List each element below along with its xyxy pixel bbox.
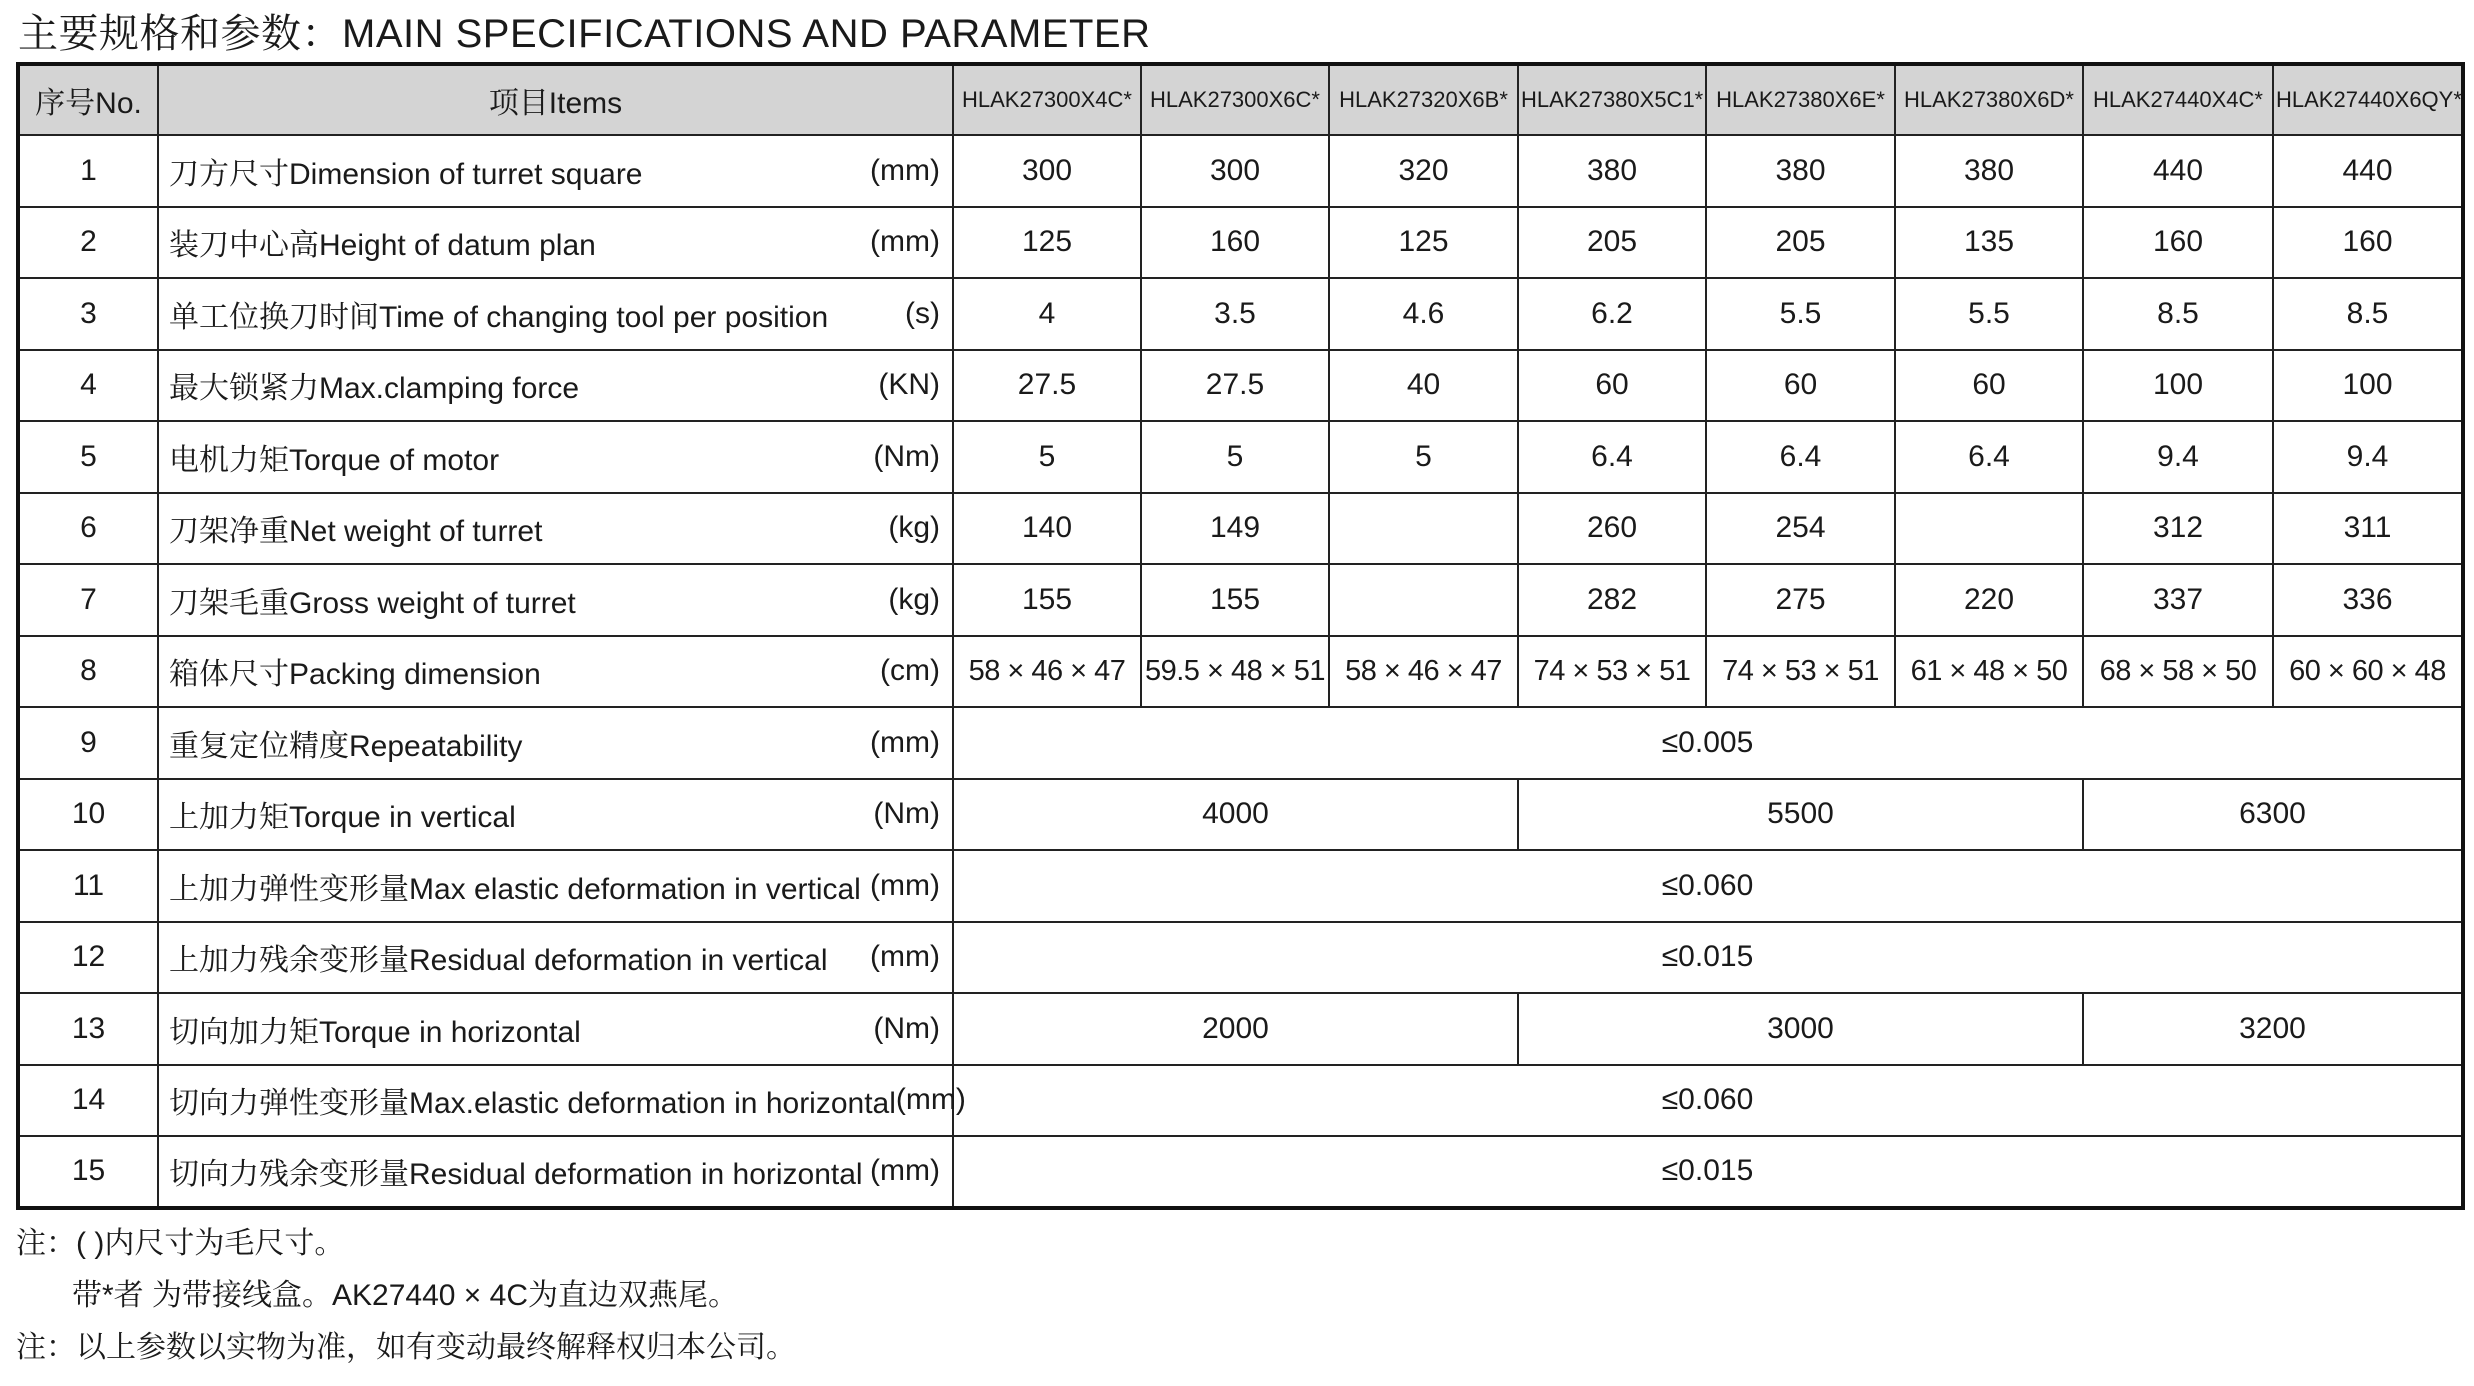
header-no: 序号No. bbox=[18, 64, 158, 135]
item-label: 电机力矩Torque of motor bbox=[169, 443, 500, 477]
item-wrapper bbox=[169, 220, 944, 264]
item-unit: (mm) bbox=[870, 725, 940, 759]
note-line: 注：( )内尺寸为毛尺寸。 bbox=[16, 1227, 345, 1260]
item-wrapper bbox=[169, 1078, 966, 1122]
item-wrapper bbox=[169, 721, 944, 765]
group-value-cell: 3000 bbox=[1518, 993, 2083, 1065]
item-wrapper bbox=[169, 1007, 944, 1051]
value-cell: 282 bbox=[1518, 564, 1706, 636]
item-wrapper bbox=[169, 864, 944, 908]
value-cell: 9.4 bbox=[2273, 421, 2463, 493]
item-wrapper bbox=[169, 935, 944, 979]
table-row bbox=[18, 779, 2463, 851]
row-number: 6 bbox=[18, 493, 158, 565]
item-label: 刀架毛重Gross weight of turret bbox=[169, 586, 576, 620]
item-cell bbox=[158, 135, 953, 207]
item-unit: (mm) bbox=[870, 868, 940, 902]
item-label: 上加力矩Torque in vertical bbox=[169, 801, 516, 835]
item-unit: (mm) bbox=[870, 225, 940, 259]
spec-table bbox=[16, 62, 2465, 1210]
item-wrapper bbox=[169, 1149, 944, 1193]
value-cell: 5.5 bbox=[1706, 278, 1895, 350]
item-wrapper bbox=[169, 649, 944, 693]
span-value-cell: ≤0.060 bbox=[953, 850, 2463, 922]
value-cell: 58 × 46 × 47 bbox=[1329, 636, 1518, 708]
value-cell: 5 bbox=[1141, 421, 1329, 493]
item-unit: (KN) bbox=[878, 368, 940, 402]
item-label: 单工位换刀时间Time of changing tool per position bbox=[169, 300, 829, 334]
note-line: 注：以上参数以实物为准，如有变动最终解释权归本公司。 bbox=[16, 1331, 796, 1364]
item-label: 刀架净重Net weight of turret bbox=[169, 515, 543, 549]
item-cell bbox=[158, 850, 953, 922]
row-number: 1 bbox=[18, 135, 158, 207]
table-row bbox=[18, 1065, 2463, 1137]
item-cell bbox=[158, 922, 953, 994]
value-cell: 6.2 bbox=[1518, 278, 1706, 350]
row-number: 15 bbox=[18, 1136, 158, 1208]
value-cell: 60 bbox=[1706, 350, 1895, 422]
item-label: 装刀中心高Height of datum plan bbox=[169, 229, 596, 263]
model-header: HLAK27380X6E* bbox=[1706, 64, 1895, 135]
value-cell: 125 bbox=[1329, 207, 1518, 279]
value-cell: 336 bbox=[2273, 564, 2463, 636]
table-row bbox=[18, 922, 2463, 994]
item-cell bbox=[158, 207, 953, 279]
value-cell: 260 bbox=[1518, 493, 1706, 565]
value-cell: 4 bbox=[953, 278, 1141, 350]
item-wrapper bbox=[169, 149, 944, 193]
item-label: 上加力弹性变形量Max elastic deformation in vertical bbox=[169, 872, 861, 906]
table-row bbox=[18, 707, 2463, 779]
value-cell: 100 bbox=[2273, 350, 2463, 422]
value-cell: 300 bbox=[953, 135, 1141, 207]
item-unit: (Nm) bbox=[873, 439, 940, 473]
item-unit: (mm) bbox=[870, 1154, 940, 1188]
row-number: 2 bbox=[18, 207, 158, 279]
value-cell: 5.5 bbox=[1895, 278, 2083, 350]
value-cell: 125 bbox=[953, 207, 1141, 279]
value-cell bbox=[1895, 493, 2083, 565]
item-unit: (cm) bbox=[880, 654, 940, 688]
value-cell: 135 bbox=[1895, 207, 2083, 279]
value-cell: 320 bbox=[1329, 135, 1518, 207]
value-cell: 312 bbox=[2083, 493, 2273, 565]
value-cell: 380 bbox=[1518, 135, 1706, 207]
row-number: 14 bbox=[18, 1065, 158, 1137]
value-cell: 3.5 bbox=[1141, 278, 1329, 350]
item-wrapper bbox=[169, 435, 944, 479]
table-row bbox=[18, 636, 2463, 708]
value-cell: 68 × 58 × 50 bbox=[2083, 636, 2273, 708]
value-cell: 275 bbox=[1706, 564, 1895, 636]
item-cell bbox=[158, 350, 953, 422]
value-cell: 337 bbox=[2083, 564, 2273, 636]
table-row bbox=[18, 1136, 2463, 1208]
item-cell bbox=[158, 779, 953, 851]
row-number: 5 bbox=[18, 421, 158, 493]
item-label: 最大锁紧力Max.clamping force bbox=[169, 372, 580, 406]
table-row bbox=[18, 493, 2463, 565]
table-row bbox=[18, 850, 2463, 922]
value-cell: 40 bbox=[1329, 350, 1518, 422]
value-cell: 9.4 bbox=[2083, 421, 2273, 493]
item-cell bbox=[158, 707, 953, 779]
value-cell: 4.6 bbox=[1329, 278, 1518, 350]
value-cell: 300 bbox=[1141, 135, 1329, 207]
table-row bbox=[18, 278, 2463, 350]
item-unit: (Nm) bbox=[873, 1011, 940, 1045]
table-row bbox=[18, 207, 2463, 279]
model-header: HLAK27300X6C* bbox=[1141, 64, 1329, 135]
item-unit: (mm) bbox=[870, 940, 940, 974]
table-row bbox=[18, 135, 2463, 207]
value-cell: 440 bbox=[2083, 135, 2273, 207]
span-value-cell: ≤0.015 bbox=[953, 922, 2463, 994]
item-cell bbox=[158, 1065, 966, 1137]
table-row bbox=[18, 350, 2463, 422]
value-cell: 380 bbox=[1895, 135, 2083, 207]
item-unit: (kg) bbox=[888, 582, 940, 616]
item-label: 箱体尺寸Packing dimension bbox=[169, 658, 541, 692]
value-cell: 155 bbox=[1141, 564, 1329, 636]
row-number: 11 bbox=[18, 850, 158, 922]
value-cell: 74 × 53 × 51 bbox=[1706, 636, 1895, 708]
value-cell: 160 bbox=[2083, 207, 2273, 279]
value-cell bbox=[1329, 564, 1518, 636]
row-number: 7 bbox=[18, 564, 158, 636]
value-cell bbox=[1329, 493, 1518, 565]
value-cell: 160 bbox=[1141, 207, 1329, 279]
value-cell: 6.4 bbox=[1895, 421, 2083, 493]
value-cell: 205 bbox=[1518, 207, 1706, 279]
item-unit: (mm) bbox=[870, 153, 940, 187]
value-cell: 155 bbox=[953, 564, 1141, 636]
value-cell: 27.5 bbox=[1141, 350, 1329, 422]
item-cell bbox=[158, 278, 953, 350]
value-cell: 5 bbox=[1329, 421, 1518, 493]
row-number: 3 bbox=[18, 278, 158, 350]
item-unit: (Nm) bbox=[873, 797, 940, 831]
item-label: 重复定位精度Repeatability bbox=[169, 729, 523, 763]
model-header: HLAK27320X6B* bbox=[1329, 64, 1518, 135]
item-cell bbox=[158, 493, 953, 565]
table-row bbox=[18, 564, 2463, 636]
item-label: 刀方尺寸Dimension of turret square bbox=[169, 157, 643, 191]
value-cell: 27.5 bbox=[953, 350, 1141, 422]
value-cell: 160 bbox=[2273, 207, 2463, 279]
header-items: 项目Items bbox=[158, 64, 953, 135]
value-cell: 149 bbox=[1141, 493, 1329, 565]
row-number: 8 bbox=[18, 636, 158, 708]
item-wrapper bbox=[169, 292, 944, 336]
item-cell bbox=[158, 564, 953, 636]
item-wrapper bbox=[169, 578, 944, 622]
group-value-cell: 3200 bbox=[2083, 993, 2463, 1065]
row-number: 12 bbox=[18, 922, 158, 994]
value-cell: 58 × 46 × 47 bbox=[953, 636, 1141, 708]
value-cell: 140 bbox=[953, 493, 1141, 565]
value-cell: 311 bbox=[2273, 493, 2463, 565]
group-value-cell: 4000 bbox=[953, 779, 1518, 851]
item-unit: (mm) bbox=[895, 1083, 966, 1117]
value-cell: 8.5 bbox=[2083, 278, 2273, 350]
item-wrapper bbox=[169, 506, 944, 550]
value-cell: 440 bbox=[2273, 135, 2463, 207]
item-wrapper bbox=[169, 792, 944, 836]
item-cell bbox=[158, 1136, 953, 1208]
value-cell: 6.4 bbox=[1518, 421, 1706, 493]
table-row bbox=[18, 993, 2463, 1065]
item-cell bbox=[158, 993, 953, 1065]
row-number: 9 bbox=[18, 707, 158, 779]
model-header: HLAK27380X5C1* bbox=[1518, 64, 1706, 135]
notes bbox=[16, 1218, 796, 1374]
model-header: HLAK27380X6D* bbox=[1895, 64, 2083, 135]
row-number: 4 bbox=[18, 350, 158, 422]
item-label: 切向力弹性变形量Max.elastic deformation in horizontal bbox=[169, 1087, 896, 1121]
value-cell: 5 bbox=[953, 421, 1141, 493]
value-cell: 254 bbox=[1706, 493, 1895, 565]
model-header: HLAK27440X4C* bbox=[2083, 64, 2273, 135]
row-number: 10 bbox=[18, 779, 158, 851]
item-cell bbox=[158, 636, 953, 708]
value-cell: 60 × 60 × 48 bbox=[2273, 636, 2463, 708]
value-cell: 60 bbox=[1895, 350, 2083, 422]
value-cell: 205 bbox=[1706, 207, 1895, 279]
page-title: 主要规格和参数：MAIN SPECIFICATIONS AND PARAMETER bbox=[18, 12, 1151, 56]
table-row bbox=[18, 421, 2463, 493]
value-cell: 220 bbox=[1895, 564, 2083, 636]
note-line: 带*者 为带接线盒。AK27440 × 4C为直边双燕尾。 bbox=[72, 1279, 738, 1312]
value-cell: 100 bbox=[2083, 350, 2273, 422]
header-row bbox=[18, 64, 2463, 135]
value-cell: 74 × 53 × 51 bbox=[1518, 636, 1706, 708]
group-value-cell: 5500 bbox=[1518, 779, 2083, 851]
value-cell: 61 × 48 × 50 bbox=[1895, 636, 2083, 708]
item-label: 切向力残余变形量Residual deformation in horizontal bbox=[169, 1158, 863, 1192]
row-number: 13 bbox=[18, 993, 158, 1065]
value-cell: 59.5 × 48 × 51 bbox=[1141, 636, 1329, 708]
group-value-cell: 2000 bbox=[953, 993, 1518, 1065]
span-value-cell: ≤0.060 bbox=[953, 1065, 2463, 1137]
value-cell: 380 bbox=[1706, 135, 1895, 207]
item-cell bbox=[158, 421, 953, 493]
item-unit: (kg) bbox=[888, 511, 940, 545]
item-wrapper bbox=[169, 363, 944, 407]
model-header: HLAK27300X4C* bbox=[953, 64, 1141, 135]
value-cell: 6.4 bbox=[1706, 421, 1895, 493]
value-cell: 8.5 bbox=[2273, 278, 2463, 350]
item-unit: (s) bbox=[905, 296, 940, 330]
item-label: 上加力残余变形量Residual deformation in vertical bbox=[169, 944, 828, 978]
span-value-cell: ≤0.005 bbox=[953, 707, 2463, 779]
value-cell: 60 bbox=[1518, 350, 1706, 422]
group-value-cell: 6300 bbox=[2083, 779, 2463, 851]
item-label: 切向加力矩Torque in horizontal bbox=[169, 1015, 581, 1049]
model-header: HLAK27440X6QY* bbox=[2273, 64, 2463, 135]
span-value-cell: ≤0.015 bbox=[953, 1136, 2463, 1208]
